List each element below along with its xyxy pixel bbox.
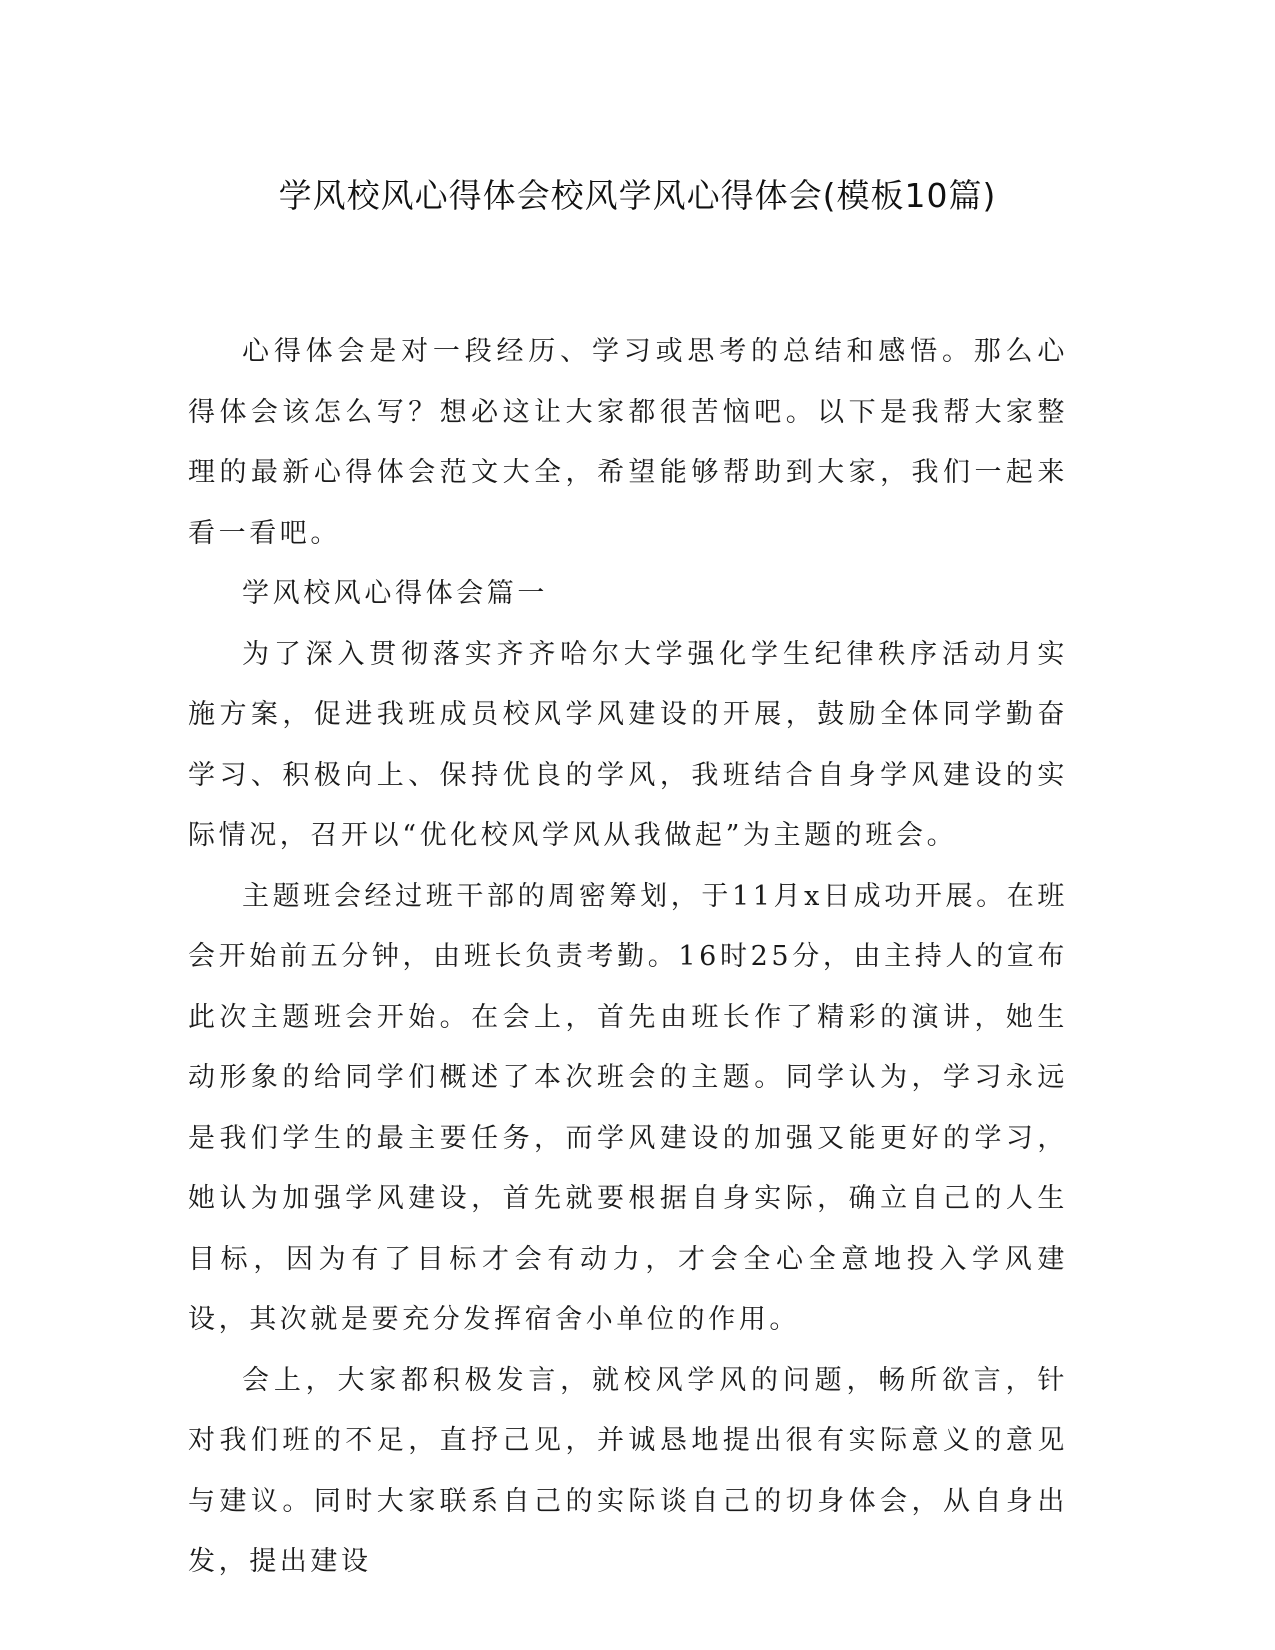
body-paragraph: 主题班会经过班干部的周密筹划，于11月x日成功开展。在班会开始前五分钟，由班长负责考勤。16时25分，由主持人的宣布此次主题班会开始。在会上，首先由班长作了精彩的演讲，她生动形象的给同学们概述了本次班会的主题。同学认为，学习永远是我们学生的最主要任务，而学风建设的加强又能更好的学习，她认为加强学风建设，首先就要根据自身实际，确立自己的人生目标，因为有了目标才会有动力，才会全心全意地投入学风建设，其次就是要充分发挥宿舍小单位的作用。: [188, 880, 1068, 1335]
document-title: 学风校风心得体会校风学风心得体会(模板10篇): [278, 176, 997, 215]
section-heading: 学风校风心得体会篇一: [242, 578, 548, 609]
document-body: [188, 322, 1068, 1593]
body-paragraph: 会上，大家都积极发言，就校风学风的问题，畅所欲言，针对我们班的不足，直抒己见，并诚恳地提出很有实际意义的意见与建议。同时大家联系自己的实际谈自己的切身体会，从自身出发，提出建设: [188, 1364, 1068, 1577]
intro-paragraph: 心得体会是对一段经历、学习或思考的总结和感悟。那么心得体会该怎么写？想必这让大家都很苦恼吧。以下是我帮大家整理的最新心得体会范文大全，希望能够帮助到大家，我们一起来看一看吧。: [188, 336, 1068, 549]
body-paragraph: 为了深入贯彻落实齐齐哈尔大学强化学生纪律秩序活动月实施方案，促进我班成员校风学风建设的开展，鼓励全体同学勤奋学习、积极向上、保持优良的学风，我班结合自身学风建设的实际情况，召开以“优化校风学风从我做起”为主题的班会。: [188, 638, 1068, 851]
